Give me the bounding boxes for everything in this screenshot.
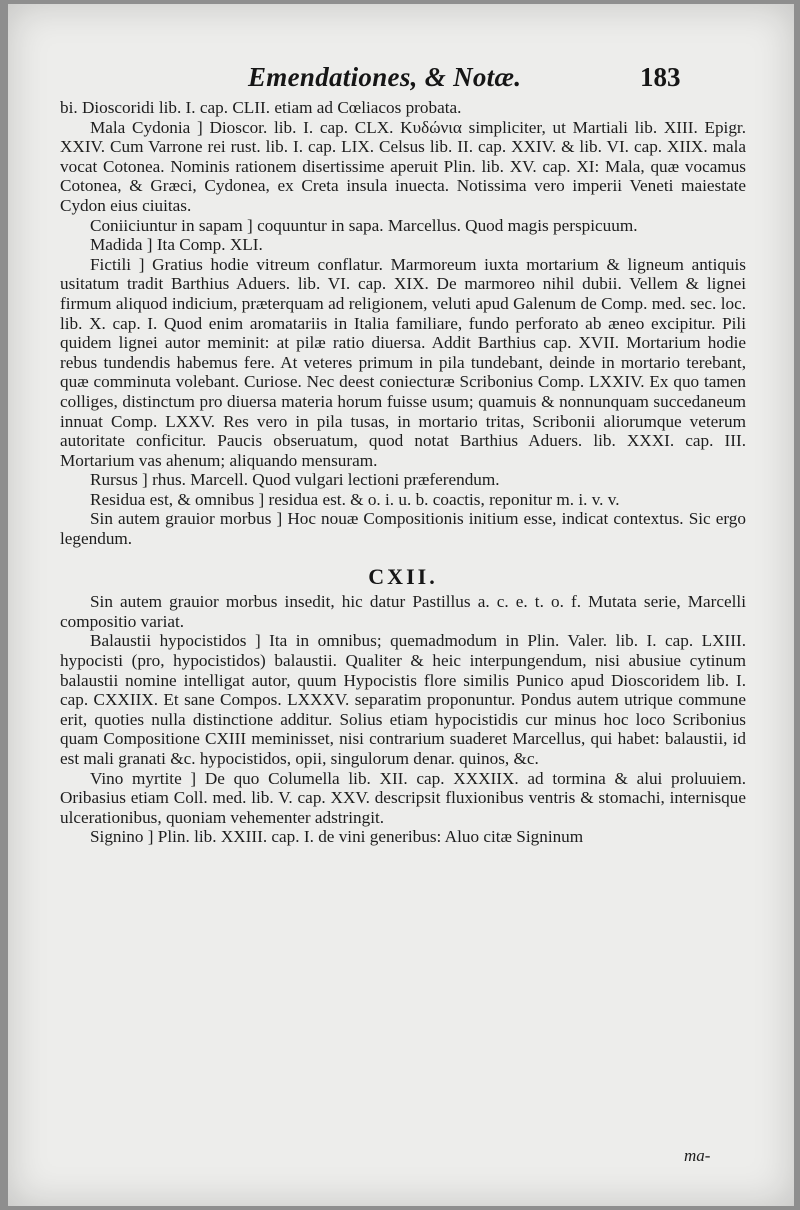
paragraph: Balaustii hypocistidos ] Ita in omnibus; quemadmodum in Plin. Valer. lib. I. cap. LXIII. hypocisti (pro, hypocistidos) balaustii. Qualiter & heic interpungendum, nisi abusiue cytinum balaustii nomine intelligat autor, quum Hypocistis flore similis Punico apud Dioscoridem lib. I. cap. CXXIIX. Et sane Compos. LXXXV. separatim proponuntur. Pondus autem utrique commune erit, quoties nulla distinctione additur. Solius etiam hypocistidis cur minus hoc loco Scribonius quam Compositione CXIII meminisset, nisi contrarium suaderet Marcellus, qui habet: balaustii, id est mali granati &c. hypocistidos, opii, singulorum denar. quinos, &c. xyxy=(60,631,746,768)
paragraph: Residua est, & omnibus ] residua est. & o. i. u. b. coactis, reponitur m. i. v. v. xyxy=(90,489,620,509)
paragraph: Sin autem grauior morbus insedit, hic datur Pastillus a. c. e. t. o. f. Mutata serie, Marcelli compositio variat. xyxy=(60,592,746,631)
paragraph: Fictili ] Gratius hodie vitreum conflatur. Marmoreum iuxta mortarium & ligneum antiquis usitatum tradit Barthius Aduers. lib. VI. cap. XIX. De marmoreo nihil dubii. Vellem & lignei firmum aliquod indicium, præterquam ad religionem, veluti apud Galenum de Comp. med. sec. loc. lib. X. cap. I. Quod enim aromatariis in Italia familiare, fundo perforato ab æneo excipitur. Pili quidem lignei autor meminit: at pilæ ratio diuersa. Addit Barthius cap. XVII. Mortarium hodie rebus tundendis habemus fere. At veteres primum in pila tundebant, deinde in mortario terebant, quæ comminuta volebant. Curiose. Nec deest coniecturæ Scribonius Comp. LXXIV. Ex quo tamen colliges, distinctum pro diuersa materia horum fuisse usum; quamuis & nonnunquam succedaneum innuat Comp. LXXV. Res vero in pila tusas, in mortario tritas, Scribonii aliorumque veterum autoritate conficitur. Paucis obseruatum, quod notat Barthius Aduers. lib. XXXI. cap. III. Mortarium vas ahenum; aliquando mensuram. xyxy=(60,254,746,470)
paragraph: bi. Dioscoridi lib. I. cap. CLII. etiam ad Cœliacos probata. xyxy=(60,98,462,117)
paragraph: Sin autem grauior morbus ] Hoc nouæ Compositionis initium esse, indicat contextus. Sic ergo legendum. xyxy=(60,509,746,549)
paragraph: Coniiciuntur in sapam ] coquuntur in sapa. Marcellus. Quod magis perspicuum. xyxy=(90,215,638,235)
page-header xyxy=(8,62,794,96)
catchword: ma- xyxy=(684,1146,711,1165)
book-page xyxy=(8,4,794,1206)
section-heading: CXII. xyxy=(368,563,438,589)
paragraph: Vino myrtite ] De quo Columella lib. XII. cap. XXXIIX. ad tormina & alui proluuiem. Oribasius etiam Coll. med. lib. V. cap. XXV. descripsit fluxionibus ventris & stomachi, internisque ulcerationibus, quoniam vehementer adstringit. xyxy=(60,768,746,827)
paragraph: Rursus ] rhus. Marcell. Quod vulgari lectioni præferendum. xyxy=(90,470,500,490)
paragraph: Madida ] Ita Comp. XLI. xyxy=(90,235,263,255)
body-text xyxy=(60,98,746,847)
paragraph: Mala Cydonia ] Dioscor. lib. I. cap. CLX. Κυδώνια simpliciter, ut Martiali lib. XIII. Epigr. XXIV. Cum Varrone rei rust. lib. I. cap. LIX. Celsus lib. II. cap. XXIV. & lib. VI. cap. XIIX. mala vocat Cotonea. Nominis rationem disertissime aperuit Plin. lib. XV. cap. XI: Mala, quæ vocamus Cotonea, & Græci, Cydonea, ex Creta insula inuecta. Notissima vero imperii Veneti maiestate Cydon eius ciuitas. xyxy=(60,117,746,215)
page-number: 183 xyxy=(640,62,681,92)
running-title: Emendationes, & Notæ. xyxy=(248,62,522,92)
paragraph: Signino ] Plin. lib. XXIII. cap. I. de vini generibus: Aluo citæ Signinum xyxy=(90,827,584,847)
